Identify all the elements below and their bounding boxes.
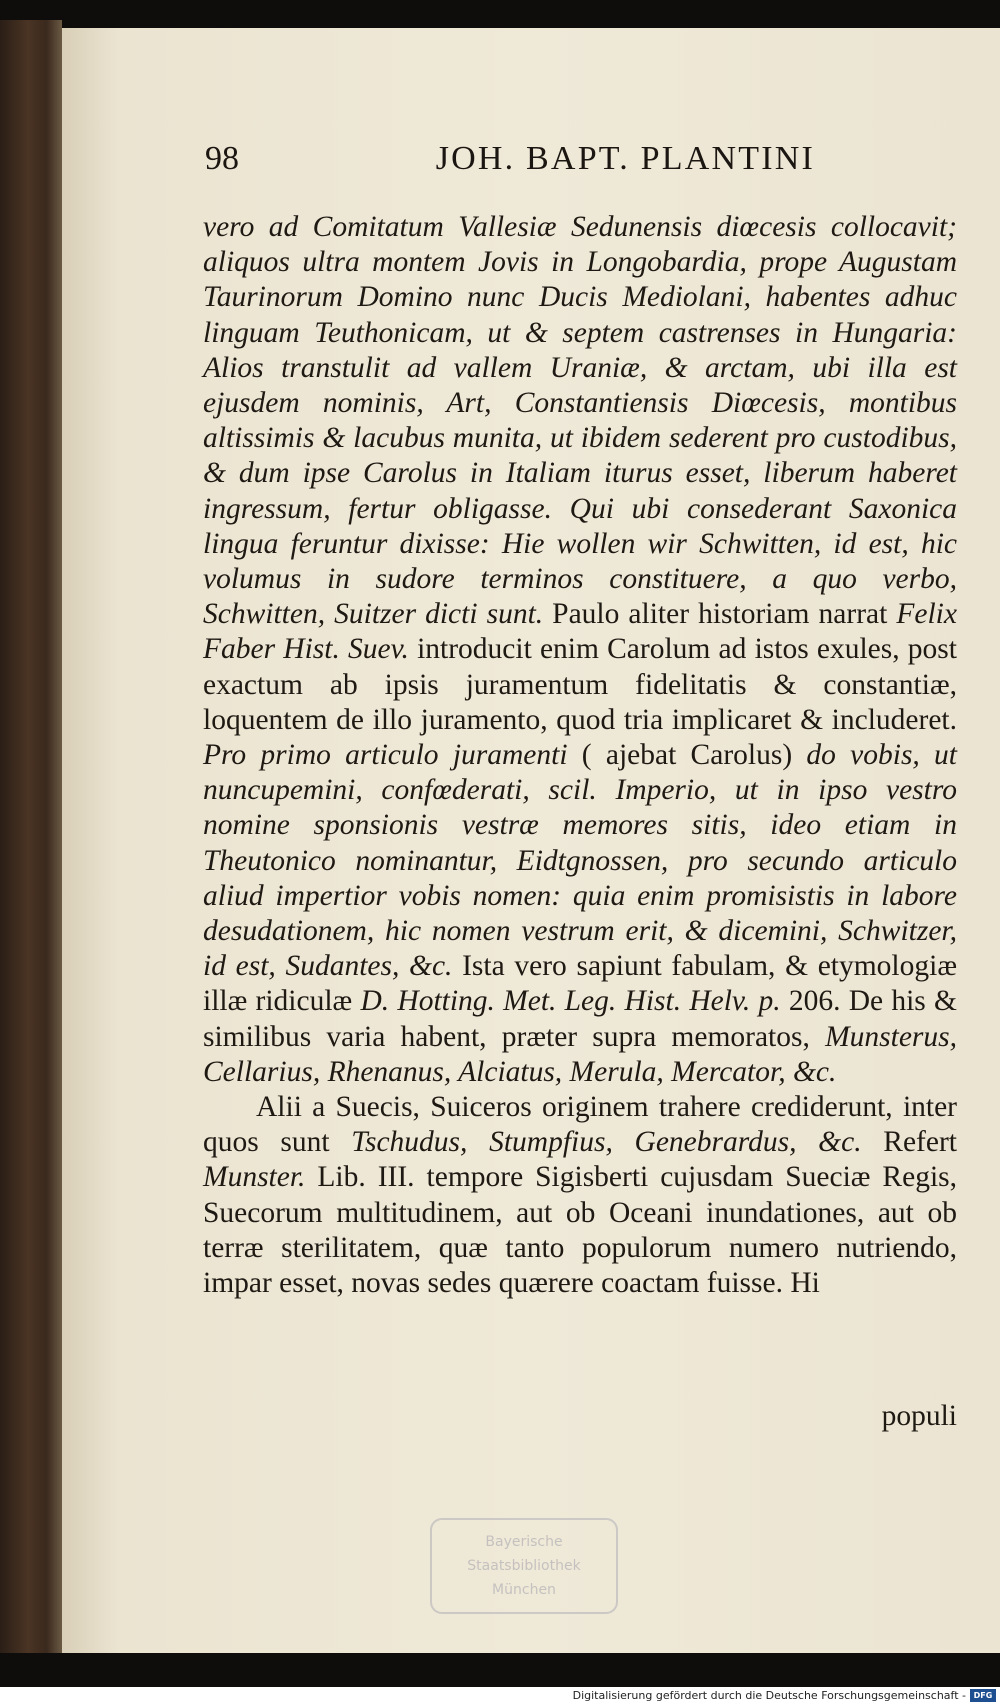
catchword: populi xyxy=(881,1400,957,1432)
text-span: Paulo aliter historiam narrat xyxy=(543,598,897,631)
text-span: 206. De his & similibus varia habent, præter supra memoratos, xyxy=(203,985,957,1053)
running-title: JOH. BAPT. PLANTINI xyxy=(435,140,815,177)
book-spine xyxy=(0,20,62,1665)
text-span: ( ajebat Carolus) xyxy=(567,739,807,772)
stamp-line: Staatsbibliothek xyxy=(467,1558,581,1574)
text-span: Refert xyxy=(861,1126,957,1159)
page-header xyxy=(205,140,815,178)
scan-top-border xyxy=(0,0,1000,28)
text-span: Alii a Suecis, Suiceros originem trahere crediderunt, inter quos sunt xyxy=(203,1091,957,1159)
text-span: do vobis, ut nuncupemini, confœderati, scil. Imperio, ut in ipso vestro nomine sponsionis vestræ memores sitis, ideo etiam in Theutonico nominantur, Eidtgnossen, pro secundo articulo aliud impertior vobis nomen: quia enim promisistis in labore desudationem, hic nomen vestrum erit, & dicemini, Schwitzer, id est, Sudantes, &c. xyxy=(203,739,958,983)
text-span: D. Hotting. Met. Leg. Hist. Helv. p. xyxy=(360,985,781,1018)
scan-bottom-border xyxy=(0,1653,1000,1687)
digitization-credit: Digitalisierung gefördert durch die Deutsche Forschungsgemeinschaft - xyxy=(0,1687,1000,1704)
stamp-line: München xyxy=(492,1582,556,1598)
text-span: vero ad Comitatum Vallesiæ Sedunensis diœcesis collocavit; aliquos ultra montem Jovis in Longobardia, prope Augustam Taurinorum Domino nunc Ducis Mediolani, habentes adhuc linguam Teuthonicam, ut & septem castrenses in Hungaria: Alios transtulit ad vallem Uraniæ, & arctam, ubi illa est ejusdem nominis, Art, Constantiensis Diœcesis, montibus altissimis & lacubus munita, ut ibidem sederent pro custodibus, & dum ipse Carolus in Italiam iturus esset, liberum haberet ingressum, fertur obligasse. Qui ubi consederant Saxonica lingua feruntur dixisse: Hie wollen wir Schwitten, id est, hic volumus in sudore terminos constituere, a quo verbo, Schwitten, Suitzer dicti sunt. xyxy=(203,211,957,631)
body-text xyxy=(203,210,957,1301)
library-stamp xyxy=(430,1518,618,1614)
text-span: Pro primo articulo juramenti xyxy=(203,739,568,772)
stamp-line: Bayerische xyxy=(485,1534,563,1550)
text-span: Munster. xyxy=(203,1161,306,1194)
text-span: Munsterus, Cellarius, Rhenanus, Alciatus, Merula, Mercator, &c. xyxy=(203,1020,957,1088)
paragraph-2 xyxy=(203,1090,957,1301)
dfg-logo: DFG xyxy=(970,1689,996,1702)
paragraph-1 xyxy=(203,210,957,1090)
text-span: Lib. III. tempore Sigisberti cujusdam Sueciæ Regis, Suecorum multitudinem, aut ob Oceani inundationes, aut ob terræ sterilitatem, quæ tanto populorum numero nutriendo, impar esset, novas sedes quærere coactam fuisse. Hi xyxy=(203,1161,957,1300)
text-span: Ista vero sapiunt fabulam, & etymologiæ illæ ridiculæ xyxy=(203,950,957,1018)
page-number: 98 xyxy=(205,140,239,177)
text-span: Felix Faber Hist. Suev. xyxy=(203,598,957,666)
text-span: introducit enim Carolum ad istos exules, post exactum ab ipsis juramentum fidelitatis & constantiæ, loquentem de illo juramento, quod tria implicaret & includeret. xyxy=(203,633,957,736)
text-span: Tschudus, Stumpfius, Genebrardus, &c. xyxy=(351,1126,862,1159)
